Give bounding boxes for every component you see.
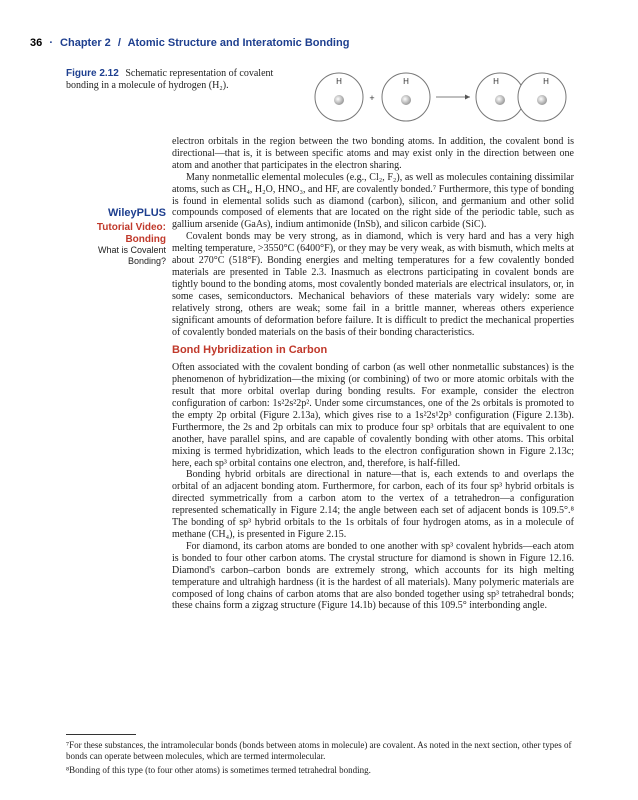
molecule-nucleus-2: [537, 95, 547, 105]
figure-caption-text: Schematic representation of covalent bonding in a molecule of hydrogen (H₂).: [66, 68, 274, 91]
paragraph-5: Bonding hybrid orbitals are directional in nature—that is, each extends to and overlaps the orbital of an adjacent bonding atom. Furthermore, for carbon, each of its four sp³ hybrid orbitals is directed symmetrically from a carbon atom to the vertex of a tetrahedron—a configuration represented schematically in Figure 2.14; the angle between each set of adjacent bonds is 109.5°.⁸ The bonding of sp³ hybrid orbitals to the 1s orbitals of four hydrogen atoms, as in a molecule of methane (CH₄), is presented in Figure 2.15.: [172, 469, 574, 540]
atom-2-nucleus: [401, 95, 411, 105]
footnote-7: ⁷For these substances, the intramolecular bonds (bonds between atoms in molecule) are covalent. As noted in the next section, other types of bonds can operate between molecules, which are termed intermolecular.: [66, 740, 572, 761]
figure-caption: [66, 68, 306, 92]
chapter-label: Chapter 2: [60, 37, 111, 49]
tutorial-question: What is Covalent Bonding?: [97, 245, 166, 266]
atom-2-label: H: [403, 77, 409, 86]
molecule-atom-2-label: H: [543, 77, 549, 86]
body-text: [172, 136, 574, 612]
header-dot: ·: [49, 37, 53, 49]
molecule-nucleus-1: [495, 95, 505, 105]
tutorial-video-link[interactable]: Tutorial Video: Bonding: [96, 222, 166, 245]
page-number: 36: [30, 37, 43, 49]
footnote-rule: [66, 734, 136, 735]
plus-sign: +: [369, 93, 375, 103]
hydrogen-bonding-figure: [312, 66, 578, 128]
atom-1-nucleus: [334, 95, 344, 105]
paragraph-3: Covalent bonds may be very strong, as in diamond, which is very hard and has a very high melting temperature, >3550°C (6400°F), or they may be very weak, as with bismuth, which melts at about 270°C (518°F). Bonding energies and melting temperatures for a few covalently bonded materials are presented in Table 2.3. Inasmuch as electrons participating in covalent bonds are tightly bound to the bonding atoms, most covalently bonded materials are electrical insulators, or, in some cases, semiconductors. Mechanical behaviors of these materials vary widely: some are relatively strong, others are weak; some fail in a brittle manner, whereas others experience significant amounts of deformation before failure. It is difficult to predict the mechanical properties of covalently bonded materials on the basis of their bonding characteristics.: [172, 231, 574, 338]
wileyplus-label: WileyPLUS: [108, 207, 166, 219]
section-heading: Bond Hybridization in Carbon: [172, 344, 328, 357]
paragraph-6: For diamond, its carbon atoms are bonded to one another with sp³ covalent hybrids—each atom is bonded to four other carbon atoms. The crystal structure for diamond is shown in Figure 12.16. Diamond's carbon–carbon bonds are extremely strong, which accounts for its high melting temperature and ultrahigh hardness (it is the hardest of all materials). Many polymeric materials are composed of long chains of carbon atoms that are also bonded together using sp³ tetrahedral bonds; these chains form a zigzag structure (Figure 14.1b) because of this 109.5° interbonding angle.: [172, 540, 574, 612]
atom-1-label: H: [336, 77, 342, 86]
arrow-head: [465, 95, 470, 100]
header-separator: /: [117, 37, 121, 49]
paragraph-4: Often associated with the covalent bonding of carbon (as well other nonmetallic substances) is the phenomenon of hybridization—the mixing (or combining) of two or more atomic orbitals with the result that more orbital overlap during bonding results. For example, consider the electron configuration of carbon: 1s²2s²2p². Under some circumstances, one of the 2s orbitals is promoted to the empty 2p orbital (Figure 2.13a), which gives rise to a 1s²2s¹2p³ configuration (Figure 2.13b). Furthermore, the 2s and 2p orbitals can mix to produce four sp³ orbitals that are equivalent to one another, have parallel spins, and are capable of covalently bonding with other atoms. This orbital mixing is termed hybridization, which leads to the electron configuration shown in Figure 2.13c; here, each sp³ orbital contains one electron, and, therefore, is half-filled.: [172, 362, 574, 469]
molecule-atom-1-label: H: [493, 77, 499, 86]
paragraph-1: electron orbitals in the region between the two bonding atoms. In addition, the covalent bond is directional—that is, it is between specific atoms and may exist only in the direction between one atom and another that participates in the electron sharing.: [172, 136, 574, 171]
paragraph-2: Many nonmetallic elemental molecules (e.g., Cl₂, F₂), as well as molecules containing dissimilar atoms, such as CH₄, H₂O, HNO₃, and HF, are covalently bonded.⁷ Furthermore, this type of bonding is found in elemental solids such as diamond (carbon), silicon, and germanium and other solid compounds composed of elements that are located on the right side of the periodic table, such as gallium arsenide (GaAs), indium antimonide (InSb), and silicon carbide (SiC).: [172, 171, 574, 231]
footnote-8: ⁸Bonding of this type (to four other atoms) is sometimes termed tetrahedral bonding.: [66, 765, 371, 775]
chapter-title: Atomic Structure and Interatomic Bonding: [127, 37, 350, 49]
running-header: [30, 37, 349, 49]
figure-label: Figure 2.12: [66, 68, 119, 79]
